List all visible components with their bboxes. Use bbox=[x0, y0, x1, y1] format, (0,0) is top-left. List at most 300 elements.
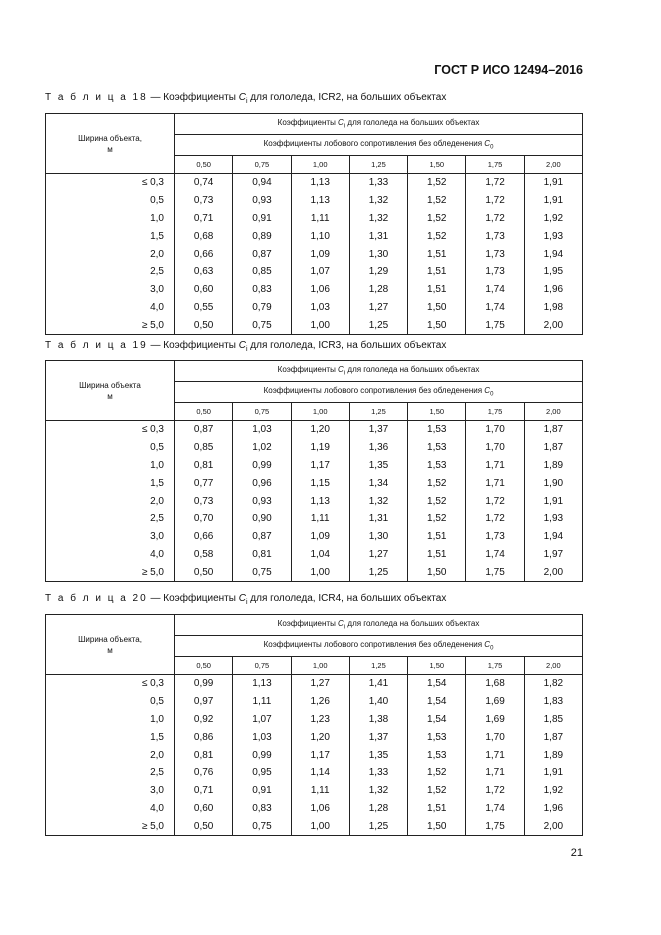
caption-rest: для гололеда, ICR4, на больших объектах bbox=[247, 593, 447, 604]
coefficient-cell: 1,68 bbox=[466, 675, 524, 693]
coefficient-cell: 1,75 bbox=[466, 316, 524, 334]
coefficient-cell: 1,51 bbox=[408, 528, 466, 546]
coefficient-cell: 0,50 bbox=[175, 316, 233, 334]
table-row bbox=[46, 711, 583, 729]
table-row bbox=[46, 764, 583, 782]
coefficient-cell: 1,72 bbox=[466, 210, 524, 228]
coefficient-cell: 0,77 bbox=[175, 474, 233, 492]
table-row bbox=[46, 421, 583, 439]
coefficient-cell: 1,52 bbox=[408, 764, 466, 782]
coefficient-cell: 0,93 bbox=[233, 492, 291, 510]
coefficient-table-20 bbox=[45, 614, 583, 836]
header-text: Коэффициенты лобового сопротивления без обледенения bbox=[263, 640, 485, 650]
table-row bbox=[46, 728, 583, 746]
c0-value-header: 1,75 bbox=[466, 156, 524, 174]
table-row bbox=[46, 675, 583, 693]
c0-value-header: 0,75 bbox=[233, 657, 291, 675]
coefficient-cell: 1,87 bbox=[524, 439, 582, 457]
caption-symbol: C bbox=[238, 340, 246, 351]
coefficient-cell: 1,72 bbox=[466, 192, 524, 210]
c0-value-header: 1,00 bbox=[291, 156, 349, 174]
coefficient-cell: 2,00 bbox=[524, 563, 582, 581]
coefficient-cell: 1,75 bbox=[466, 563, 524, 581]
coefficient-cell: 1,93 bbox=[524, 510, 582, 528]
coefficient-cell: 1,03 bbox=[233, 728, 291, 746]
c0-value-header: 0,50 bbox=[175, 403, 233, 421]
coefficient-cell: 1,00 bbox=[291, 316, 349, 334]
coefficient-cell: 1,10 bbox=[291, 227, 349, 245]
coefficient-cell: 1,51 bbox=[408, 281, 466, 299]
coefficient-cell: 1,07 bbox=[233, 711, 291, 729]
caption-rest: для гололеда, ICR2, на больших объектах bbox=[247, 92, 447, 103]
coefficient-cell: 1,91 bbox=[524, 192, 582, 210]
coefficient-cell: 1,73 bbox=[466, 245, 524, 263]
coefficient-cell: 1,04 bbox=[291, 546, 349, 564]
header-sub: i bbox=[343, 123, 346, 130]
coefficient-cell: 1,00 bbox=[291, 817, 349, 835]
coefficient-cell: 1,27 bbox=[349, 299, 407, 317]
coefficient-cell: 0,73 bbox=[175, 492, 233, 510]
coefficient-cell: 1,71 bbox=[466, 764, 524, 782]
table-caption bbox=[45, 340, 446, 353]
coefficient-cell: 1,13 bbox=[291, 192, 349, 210]
c0-value-header: 1,00 bbox=[291, 657, 349, 675]
coefficient-cell: 1,20 bbox=[291, 421, 349, 439]
coefficient-cell: 1,51 bbox=[408, 800, 466, 818]
header-sub: 0 bbox=[490, 391, 494, 398]
coefficient-cell: 1,73 bbox=[466, 227, 524, 245]
width-cell: ≥ 5,0 bbox=[46, 316, 175, 334]
caption-sub: i bbox=[245, 98, 248, 105]
coefficient-cell: 1,75 bbox=[466, 817, 524, 835]
coefficient-cell: 1,09 bbox=[291, 528, 349, 546]
coefficient-cell: 1,13 bbox=[291, 174, 349, 192]
coefficient-cell: 0,85 bbox=[175, 439, 233, 457]
coefficient-cell: 0,75 bbox=[233, 563, 291, 581]
coefficient-cell: 1,32 bbox=[349, 210, 407, 228]
coefficient-cell: 1,27 bbox=[349, 546, 407, 564]
coefficient-cell: 0,93 bbox=[233, 192, 291, 210]
coefficient-cell: 0,92 bbox=[175, 711, 233, 729]
coefficient-cell: 1,25 bbox=[349, 817, 407, 835]
coefficient-cell: 1,03 bbox=[291, 299, 349, 317]
coefficient-cell: 1,31 bbox=[349, 227, 407, 245]
coefficient-table-18 bbox=[45, 113, 583, 335]
coefficient-cell: 1,71 bbox=[466, 746, 524, 764]
coefficient-cell: 1,91 bbox=[524, 492, 582, 510]
coefficient-cell: 1,03 bbox=[233, 421, 291, 439]
drag-coefficient-header bbox=[175, 636, 583, 657]
table-row bbox=[46, 245, 583, 263]
coefficient-cell: 1,91 bbox=[524, 174, 582, 192]
table-row bbox=[46, 439, 583, 457]
table-caption bbox=[45, 92, 446, 105]
width-cell: 2,5 bbox=[46, 263, 175, 281]
coefficient-cell: 1,32 bbox=[349, 492, 407, 510]
width-cell: 2,0 bbox=[46, 245, 175, 263]
coefficient-cell: 1,25 bbox=[349, 316, 407, 334]
width-cell: 2,5 bbox=[46, 510, 175, 528]
table-row bbox=[46, 746, 583, 764]
coefficient-cell: 1,35 bbox=[349, 746, 407, 764]
width-cell: ≤ 0,3 bbox=[46, 675, 175, 693]
coefficient-cell: 1,31 bbox=[349, 510, 407, 528]
coefficient-cell: 1,19 bbox=[291, 439, 349, 457]
width-cell: 1,0 bbox=[46, 210, 175, 228]
coefficient-cell: 0,74 bbox=[175, 174, 233, 192]
coefficient-cell: 1,52 bbox=[408, 210, 466, 228]
header-symbol: C bbox=[338, 365, 344, 375]
coefficient-cell: 0,87 bbox=[233, 245, 291, 263]
drag-coefficient-header bbox=[175, 382, 583, 403]
coefficient-cell: 1,92 bbox=[524, 782, 582, 800]
coefficient-cell: 1,87 bbox=[524, 728, 582, 746]
coefficient-cell: 0,96 bbox=[233, 474, 291, 492]
table-row bbox=[46, 263, 583, 281]
coefficient-cell: 1,89 bbox=[524, 457, 582, 475]
coefficient-cell: 1,69 bbox=[466, 693, 524, 711]
coefficient-cell: 1,17 bbox=[291, 457, 349, 475]
coefficient-cell: 1,15 bbox=[291, 474, 349, 492]
caption-prefix: Т а б л и ц а 18 bbox=[45, 92, 148, 103]
c0-value-header: 0,50 bbox=[175, 657, 233, 675]
coefficient-cell: 1,37 bbox=[349, 421, 407, 439]
coefficient-cell: 1,70 bbox=[466, 728, 524, 746]
coefficient-cell: 0,55 bbox=[175, 299, 233, 317]
coefficient-cell: 0,85 bbox=[233, 263, 291, 281]
coefficient-cell: 0,91 bbox=[233, 782, 291, 800]
width-cell: 1,5 bbox=[46, 728, 175, 746]
caption-symbol: C bbox=[238, 92, 246, 103]
width-cell: 1,5 bbox=[46, 474, 175, 492]
coefficient-cell: 1,70 bbox=[466, 421, 524, 439]
coefficient-group-header bbox=[175, 615, 583, 636]
coefficient-cell: 0,75 bbox=[233, 817, 291, 835]
header-symbol: C bbox=[484, 139, 491, 149]
coefficient-cell: 0,73 bbox=[175, 192, 233, 210]
c0-value-header: 1,00 bbox=[291, 403, 349, 421]
coefficient-cell: 0,97 bbox=[175, 693, 233, 711]
coefficient-cell: 1,27 bbox=[291, 675, 349, 693]
coefficient-cell: 1,74 bbox=[466, 546, 524, 564]
coefficient-cell: 1,74 bbox=[466, 800, 524, 818]
coefficient-cell: 1,30 bbox=[349, 245, 407, 263]
coefficient-cell: 1,83 bbox=[524, 693, 582, 711]
table-row bbox=[46, 492, 583, 510]
coefficient-cell: 1,14 bbox=[291, 764, 349, 782]
table-row bbox=[46, 457, 583, 475]
coefficient-cell: 1,34 bbox=[349, 474, 407, 492]
c0-value-header: 1,25 bbox=[349, 403, 407, 421]
c0-value-header: 2,00 bbox=[524, 657, 582, 675]
coefficient-cell: 0,58 bbox=[175, 546, 233, 564]
coefficient-cell: 1,51 bbox=[408, 263, 466, 281]
header-text: для гололеда на больших объектах bbox=[345, 365, 480, 375]
coefficient-cell: 1,72 bbox=[466, 782, 524, 800]
coefficient-cell: 0,83 bbox=[233, 281, 291, 299]
coefficient-cell: 1,02 bbox=[233, 439, 291, 457]
coefficient-cell: 0,91 bbox=[233, 210, 291, 228]
coefficient-cell: 1,13 bbox=[233, 675, 291, 693]
width-cell: 4,0 bbox=[46, 800, 175, 818]
width-cell: 4,0 bbox=[46, 299, 175, 317]
coefficient-cell: 1,97 bbox=[524, 546, 582, 564]
coefficient-cell: 1,94 bbox=[524, 245, 582, 263]
c0-value-header: 2,00 bbox=[524, 403, 582, 421]
coefficient-cell: 0,90 bbox=[233, 510, 291, 528]
table-row bbox=[46, 800, 583, 818]
table-caption bbox=[45, 593, 446, 606]
table-row bbox=[46, 299, 583, 317]
coefficient-cell: 1,25 bbox=[349, 563, 407, 581]
coefficient-cell: 0,76 bbox=[175, 764, 233, 782]
coefficient-cell: 0,60 bbox=[175, 281, 233, 299]
c0-value-header: 0,75 bbox=[233, 403, 291, 421]
coefficient-cell: 1,94 bbox=[524, 528, 582, 546]
c0-value-header: 1,25 bbox=[349, 156, 407, 174]
coefficient-cell: 0,68 bbox=[175, 227, 233, 245]
coefficient-cell: 1,93 bbox=[524, 227, 582, 245]
header-sub: i bbox=[343, 370, 346, 377]
coefficient-cell: 1,89 bbox=[524, 746, 582, 764]
c0-value-header: 1,50 bbox=[408, 657, 466, 675]
coefficient-cell: 1,11 bbox=[291, 510, 349, 528]
coefficient-cell: 0,63 bbox=[175, 263, 233, 281]
coefficient-cell: 1,29 bbox=[349, 263, 407, 281]
coefficient-cell: 1,74 bbox=[466, 281, 524, 299]
coefficient-cell: 1,52 bbox=[408, 174, 466, 192]
width-column-header: Ширина объекта м bbox=[46, 361, 175, 421]
coefficient-cell: 0,81 bbox=[233, 546, 291, 564]
coefficient-cell: 1,23 bbox=[291, 711, 349, 729]
table-row bbox=[46, 693, 583, 711]
coefficient-cell: 0,87 bbox=[175, 421, 233, 439]
header-sub: i bbox=[343, 624, 346, 631]
coefficient-cell: 1,40 bbox=[349, 693, 407, 711]
coefficient-cell: 1,37 bbox=[349, 728, 407, 746]
coefficient-cell: 1,13 bbox=[291, 492, 349, 510]
table-row bbox=[46, 210, 583, 228]
table-row bbox=[46, 474, 583, 492]
width-cell: ≤ 0,3 bbox=[46, 421, 175, 439]
width-cell: 1,5 bbox=[46, 227, 175, 245]
coefficient-cell: 1,54 bbox=[408, 711, 466, 729]
coefficient-cell: 1,52 bbox=[408, 782, 466, 800]
coefficient-cell: 2,00 bbox=[524, 817, 582, 835]
coefficient-cell: 1,98 bbox=[524, 299, 582, 317]
coefficient-cell: 1,53 bbox=[408, 746, 466, 764]
table-row bbox=[46, 316, 583, 334]
coefficient-cell: 1,95 bbox=[524, 263, 582, 281]
width-cell: 3,0 bbox=[46, 281, 175, 299]
width-cell: 4,0 bbox=[46, 546, 175, 564]
header-symbol: C bbox=[338, 619, 344, 629]
caption-sub: i bbox=[245, 346, 248, 353]
coefficient-cell: 1,32 bbox=[349, 192, 407, 210]
caption-prefix: Т а б л и ц а 20 bbox=[45, 593, 148, 604]
coefficient-cell: 0,50 bbox=[175, 563, 233, 581]
coefficient-table-19 bbox=[45, 360, 583, 582]
width-cell: 1,0 bbox=[46, 711, 175, 729]
coefficient-cell: 1,51 bbox=[408, 245, 466, 263]
coefficient-cell: 1,51 bbox=[408, 546, 466, 564]
caption-symbol: C bbox=[238, 593, 246, 604]
header-text: Коэффициенты bbox=[277, 619, 339, 629]
c0-value-header: 1,50 bbox=[408, 156, 466, 174]
c0-value-header: 1,75 bbox=[466, 403, 524, 421]
coefficient-cell: 1,38 bbox=[349, 711, 407, 729]
coefficient-cell: 1,91 bbox=[524, 764, 582, 782]
coefficient-cell: 0,99 bbox=[233, 746, 291, 764]
coefficient-cell: 1,50 bbox=[408, 817, 466, 835]
header-text: для гололеда на больших объектах bbox=[345, 619, 480, 629]
header-symbol: C bbox=[338, 118, 344, 128]
coefficient-cell: 0,89 bbox=[233, 227, 291, 245]
coefficient-cell: 1,36 bbox=[349, 439, 407, 457]
coefficient-cell: 1,85 bbox=[524, 711, 582, 729]
table-row bbox=[46, 782, 583, 800]
width-column-header: Ширина объекта, м bbox=[46, 615, 175, 675]
coefficient-cell: 1,87 bbox=[524, 421, 582, 439]
coefficient-cell: 1,32 bbox=[349, 782, 407, 800]
coefficient-cell: 0,70 bbox=[175, 510, 233, 528]
page-number: 21 bbox=[570, 847, 583, 859]
coefficient-cell: 0,60 bbox=[175, 800, 233, 818]
coefficient-cell: 1,17 bbox=[291, 746, 349, 764]
width-cell: 0,5 bbox=[46, 439, 175, 457]
table-row bbox=[46, 528, 583, 546]
coefficient-cell: 1,26 bbox=[291, 693, 349, 711]
coefficient-cell: 1,53 bbox=[408, 728, 466, 746]
caption-sub: i bbox=[245, 599, 248, 606]
coefficient-cell: 1,82 bbox=[524, 675, 582, 693]
header-symbol: C bbox=[484, 640, 491, 650]
coefficient-cell: 1,41 bbox=[349, 675, 407, 693]
c0-value-header: 0,75 bbox=[233, 156, 291, 174]
header-text: Коэффициенты bbox=[277, 365, 339, 375]
coefficient-cell: 0,71 bbox=[175, 782, 233, 800]
width-cell: ≤ 0,3 bbox=[46, 174, 175, 192]
coefficient-cell: 0,50 bbox=[175, 817, 233, 835]
caption-rest: для гололеда, ICR3, на больших объектах bbox=[247, 340, 447, 351]
width-cell: 2,0 bbox=[46, 746, 175, 764]
coefficient-cell: 0,95 bbox=[233, 764, 291, 782]
coefficient-cell: 1,11 bbox=[233, 693, 291, 711]
coefficient-cell: 1,92 bbox=[524, 210, 582, 228]
table-row bbox=[46, 563, 583, 581]
coefficient-cell: 1,54 bbox=[408, 693, 466, 711]
c0-value-header: 0,50 bbox=[175, 156, 233, 174]
coefficient-cell: 1,06 bbox=[291, 281, 349, 299]
c0-value-header: 1,50 bbox=[408, 403, 466, 421]
table-row bbox=[46, 817, 583, 835]
header-sub: 0 bbox=[490, 645, 494, 652]
coefficient-cell: 1,11 bbox=[291, 782, 349, 800]
table-row bbox=[46, 174, 583, 192]
caption-dash: — Коэффициенты bbox=[147, 340, 239, 351]
coefficient-cell: 0,81 bbox=[175, 746, 233, 764]
coefficient-cell: 0,66 bbox=[175, 245, 233, 263]
table-row bbox=[46, 192, 583, 210]
width-cell: ≥ 5,0 bbox=[46, 563, 175, 581]
coefficient-cell: 1,07 bbox=[291, 263, 349, 281]
coefficient-cell: 1,50 bbox=[408, 563, 466, 581]
c0-value-header: 2,00 bbox=[524, 156, 582, 174]
coefficient-cell: 1,30 bbox=[349, 528, 407, 546]
header-text: Коэффициенты лобового сопротивления без обледенения bbox=[263, 386, 485, 396]
coefficient-cell: 1,72 bbox=[466, 174, 524, 192]
coefficient-cell: 1,09 bbox=[291, 245, 349, 263]
document-code: ГОСТ Р ИСО 12494–2016 bbox=[434, 63, 583, 77]
coefficient-cell: 1,52 bbox=[408, 227, 466, 245]
coefficient-cell: 0,94 bbox=[233, 174, 291, 192]
coefficient-cell: 1,28 bbox=[349, 800, 407, 818]
coefficient-cell: 1,96 bbox=[524, 281, 582, 299]
coefficient-cell: 1,53 bbox=[408, 457, 466, 475]
coefficient-cell: 1,20 bbox=[291, 728, 349, 746]
drag-coefficient-header bbox=[175, 135, 583, 156]
caption-dash: — Коэффициенты bbox=[147, 92, 239, 103]
coefficient-cell: 0,71 bbox=[175, 210, 233, 228]
coefficient-cell: 1,28 bbox=[349, 281, 407, 299]
table-row bbox=[46, 227, 583, 245]
coefficient-cell: 1,52 bbox=[408, 510, 466, 528]
width-cell: 0,5 bbox=[46, 693, 175, 711]
coefficient-cell: 1,33 bbox=[349, 764, 407, 782]
header-text: для гололеда на больших объектах bbox=[345, 118, 480, 128]
header-text: Коэффициенты bbox=[277, 118, 339, 128]
coefficient-cell: 1,11 bbox=[291, 210, 349, 228]
width-cell: 2,0 bbox=[46, 492, 175, 510]
coefficient-cell: 1,33 bbox=[349, 174, 407, 192]
caption-prefix: Т а б л и ц а 19 bbox=[45, 340, 148, 351]
coefficient-cell: 1,53 bbox=[408, 439, 466, 457]
coefficient-cell: 1,72 bbox=[466, 510, 524, 528]
width-cell: 3,0 bbox=[46, 528, 175, 546]
table-row bbox=[46, 281, 583, 299]
c0-value-header: 1,25 bbox=[349, 657, 407, 675]
width-column-header: Ширина объекта, м bbox=[46, 114, 175, 174]
width-cell: 1,0 bbox=[46, 457, 175, 475]
coefficient-cell: 0,86 bbox=[175, 728, 233, 746]
coefficient-cell: 0,99 bbox=[233, 457, 291, 475]
coefficient-cell: 0,79 bbox=[233, 299, 291, 317]
coefficient-cell: 0,83 bbox=[233, 800, 291, 818]
coefficient-cell: 1,53 bbox=[408, 421, 466, 439]
coefficient-cell: 1,71 bbox=[466, 457, 524, 475]
coefficient-cell: 1,35 bbox=[349, 457, 407, 475]
coefficient-cell: 1,52 bbox=[408, 192, 466, 210]
header-text: Коэффициенты лобового сопротивления без обледенения bbox=[263, 139, 485, 149]
coefficient-cell: 1,52 bbox=[408, 492, 466, 510]
coefficient-cell: 1,00 bbox=[291, 563, 349, 581]
width-cell: 2,5 bbox=[46, 764, 175, 782]
width-cell: 3,0 bbox=[46, 782, 175, 800]
coefficient-cell: 1,72 bbox=[466, 492, 524, 510]
width-cell: ≥ 5,0 bbox=[46, 817, 175, 835]
coefficient-group-header bbox=[175, 114, 583, 135]
coefficient-cell: 1,50 bbox=[408, 299, 466, 317]
coefficient-cell: 1,50 bbox=[408, 316, 466, 334]
coefficient-cell: 1,54 bbox=[408, 675, 466, 693]
coefficient-cell: 1,71 bbox=[466, 474, 524, 492]
coefficient-cell: 1,52 bbox=[408, 474, 466, 492]
width-cell: 0,5 bbox=[46, 192, 175, 210]
coefficient-cell: 1,70 bbox=[466, 439, 524, 457]
caption-dash: — Коэффициенты bbox=[147, 593, 239, 604]
table-row bbox=[46, 546, 583, 564]
header-symbol: C bbox=[484, 386, 491, 396]
